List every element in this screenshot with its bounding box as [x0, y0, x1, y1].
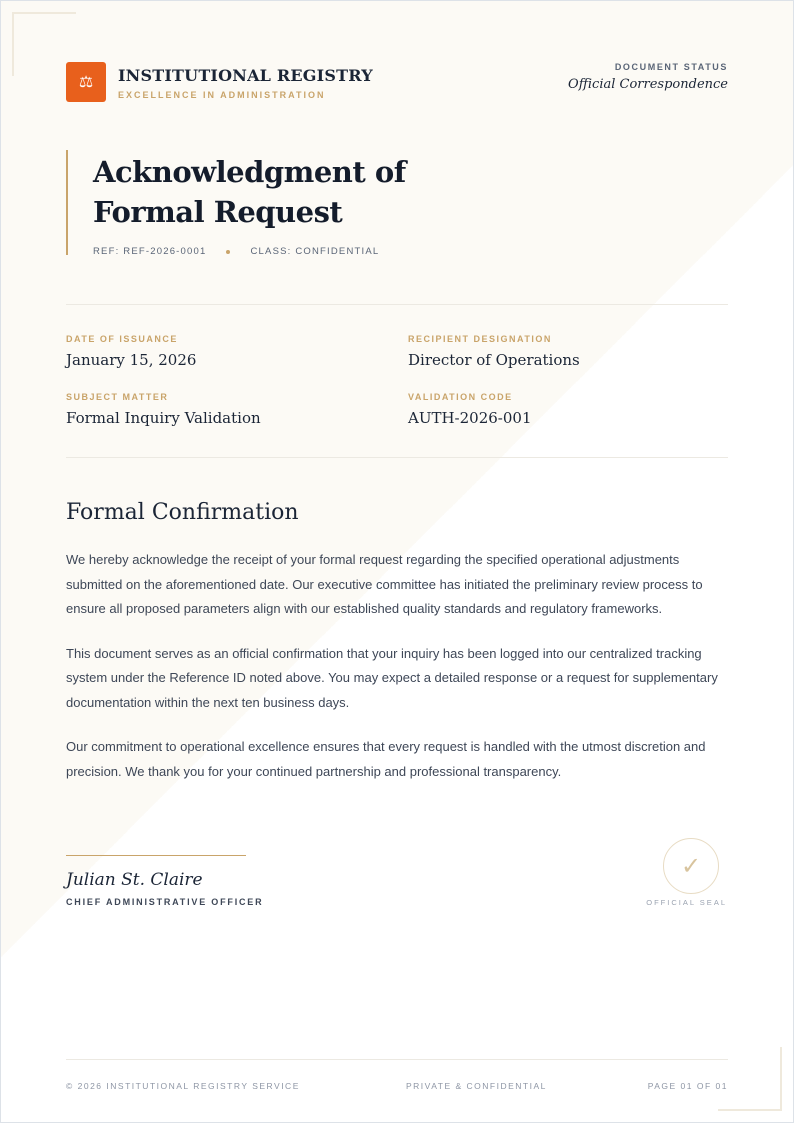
footer-copyright: © 2026 INSTITUTIONAL REGISTRY SERVICE	[66, 1081, 300, 1091]
field-label: DATE OF ISSUANCE	[66, 334, 178, 344]
status-label: DOCUMENT STATUS	[614, 62, 728, 72]
paragraph: We hereby acknowledge the receipt of your formal request regarding the specified operational adjustments submitted on the aforementioned date. Our executive committee has initiated the preliminary review process to ensure all proposed parameters align with our established quality standards and regulatory frameworks.	[66, 552, 703, 616]
corner-ornament-bottom-right	[718, 1047, 782, 1111]
separator-dot	[226, 250, 230, 254]
scales-icon: ⚖	[66, 62, 106, 102]
signatory-name: Julian St. Claire	[66, 870, 203, 890]
field-value: Director of Operations	[408, 351, 580, 369]
footer-confidential: PRIVATE & CONFIDENTIAL	[406, 1081, 547, 1091]
field-value: AUTH-2026-001	[408, 409, 532, 427]
body-text	[66, 548, 731, 804]
field-label: VALIDATION CODE	[408, 392, 513, 402]
field-value: Formal Inquiry Validation	[66, 409, 261, 427]
field-label: SUBJECT MATTER	[66, 392, 169, 402]
divider	[66, 304, 728, 305]
reference-id: REF: REF-2026-0001	[93, 246, 207, 257]
footer-page-number: PAGE 01 OF 01	[647, 1081, 728, 1091]
seal-label: OFFICIAL SEAL	[646, 898, 727, 907]
paragraph: Our commitment to operational excellence ensures that every request is handled with the utmost discretion and precision. We thank you for your continued partnership and professional transparency.	[66, 739, 706, 779]
title-line-1: Acknowledgment of	[93, 155, 406, 189]
signatory-title: CHIEF ADMINISTRATIVE OFFICER	[66, 897, 264, 907]
title-line-2: Formal Request	[93, 195, 343, 229]
field-date	[66, 334, 196, 369]
signature-line	[66, 855, 246, 856]
classification: CLASS: CONFIDENTIAL	[250, 246, 380, 257]
brand-name: INSTITUTIONAL REGISTRY	[118, 66, 373, 85]
field-recipient	[408, 334, 580, 369]
divider	[66, 457, 728, 458]
field-validation-code	[408, 392, 532, 427]
page-title	[93, 152, 406, 232]
brand	[118, 66, 373, 100]
document-status	[568, 62, 728, 92]
paragraph: This document serves as an official confirmation that your inquiry has been logged into our centralized tracking system under the Reference ID noted above. You may expect a detailed response or a request for supplementary documentation within the next ten business days.	[66, 645, 718, 710]
document-meta	[93, 246, 406, 257]
field-value: January 15, 2026	[66, 351, 197, 369]
section-heading: Formal Confirmation	[66, 500, 299, 525]
checkmark-icon: ✓	[663, 838, 719, 894]
brand-tagline: EXCELLENCE IN ADMINISTRATION	[118, 90, 326, 100]
field-subject	[66, 392, 261, 427]
title-block	[66, 150, 406, 255]
footer-divider	[66, 1059, 728, 1060]
field-label: RECIPIENT DESIGNATION	[408, 334, 552, 344]
status-value: Official Correspondence	[568, 77, 728, 92]
